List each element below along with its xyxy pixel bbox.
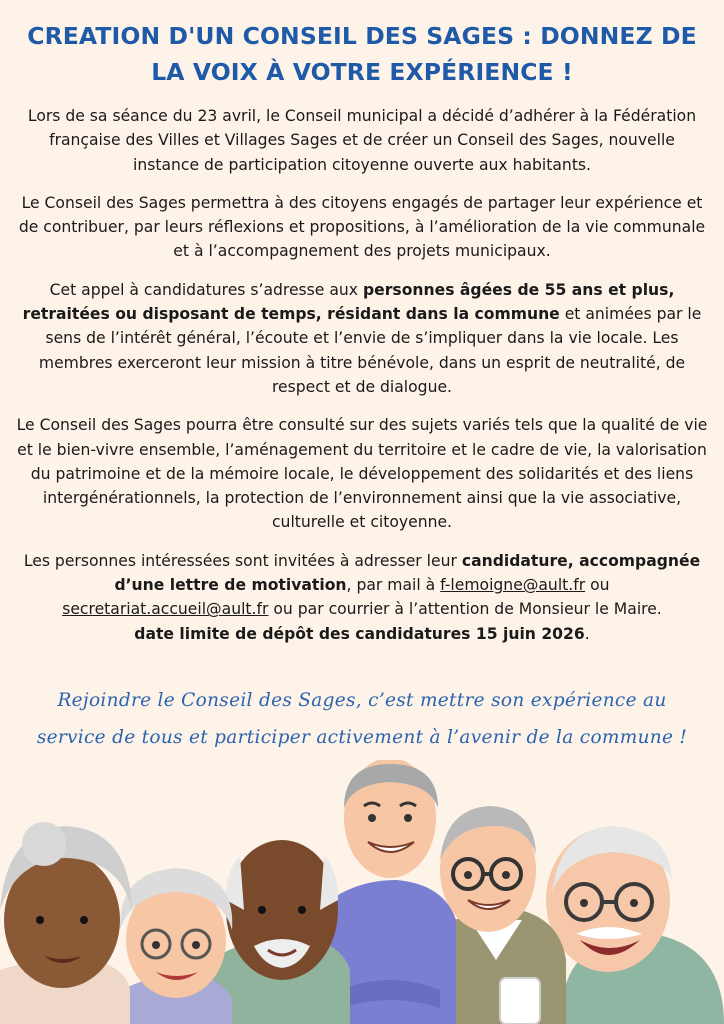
paragraph-announcement: Lors de sa séance du 23 avril, le Conseil municipal a décidé d’adhérer à la Fédération française des Villes et Villages Sages et de créer un Conseil des Sages, nouvelle instance de participation citoyenne ouverte aux habitants. <box>27 107 697 174</box>
application-intro: Les personnes intéressées sont invitées à adresser leur <box>23 551 462 570</box>
eligibility-criteria: personnes âgées de 55 ans et plus, retraitées ou disposant de temps, résidant dans la commune <box>22 280 675 324</box>
senior-woman-left <box>0 822 132 1024</box>
closing-quote: Rejoindre le Conseil des Sages, c’est mettre son expérience au service de tous et participer activement à l’avenir de la commune ! <box>36 690 688 748</box>
senior-man-beard <box>210 840 350 1024</box>
deadline: date limite de dépôt des candidatures 15 juin 2026 <box>134 624 585 643</box>
body-text <box>16 104 708 660</box>
paragraph-purpose: Le Conseil des Sages permettra à des citoyens engagés de partager leur expérience et de contribuer, par leurs réflexions et propositions, à l’amélioration de la vie communale et à l’accompagnement des projets municipaux. <box>18 193 706 261</box>
senior-woman-glasses <box>118 868 232 1024</box>
senior-man-right <box>546 826 724 1024</box>
application-mid: , par mail à <box>346 576 441 595</box>
application-rest: ou par courrier à l’attention de Monsieur le Maire. <box>268 600 662 619</box>
deadline-period: . <box>584 624 590 643</box>
application-or: ou <box>585 576 610 595</box>
email-link-secretariat[interactable]: secretariat.accueil@ault.fr <box>62 600 269 619</box>
paragraph-application <box>16 549 708 646</box>
application-requirements: candidature, accompagnée d’une lettre de motivation <box>114 551 701 595</box>
eligibility-intro: Cet appel à candidatures s’adresse aux <box>49 280 363 299</box>
eligibility-rest: et animées par le sens de l’intérêt général, l’écoute et l’envie de s’impliquer dans la vie locale. Les membres exerceront leur mission à titre bénévole, dans un esprit de neutralité, de respect et de dialogue. <box>38 305 702 396</box>
paragraph-eligibility <box>16 278 708 399</box>
paragraph-topics: Le Conseil des Sages pourra être consulté sur des sujets variés tels que la qualité de vie et le bien-vivre ensemble, l’aménagement du territoire et le cadre de vie, la valorisation du patrimoine et de la mémoire locale, le développement des solidarités et des liens intergénérationnels, la protection de l’environnement ainsi que la vie associative, culturelle et citoyenne. <box>16 416 708 532</box>
group-of-seniors-illustration <box>0 760 724 1024</box>
page-title: CREATION D'UN CONSEIL DES SAGES : DONNEZ DE LA VOIX À VOTRE EXPÉRIENCE ! <box>27 22 697 86</box>
email-link-lemoigne[interactable]: f-lemoigne@ault.fr <box>440 576 586 595</box>
